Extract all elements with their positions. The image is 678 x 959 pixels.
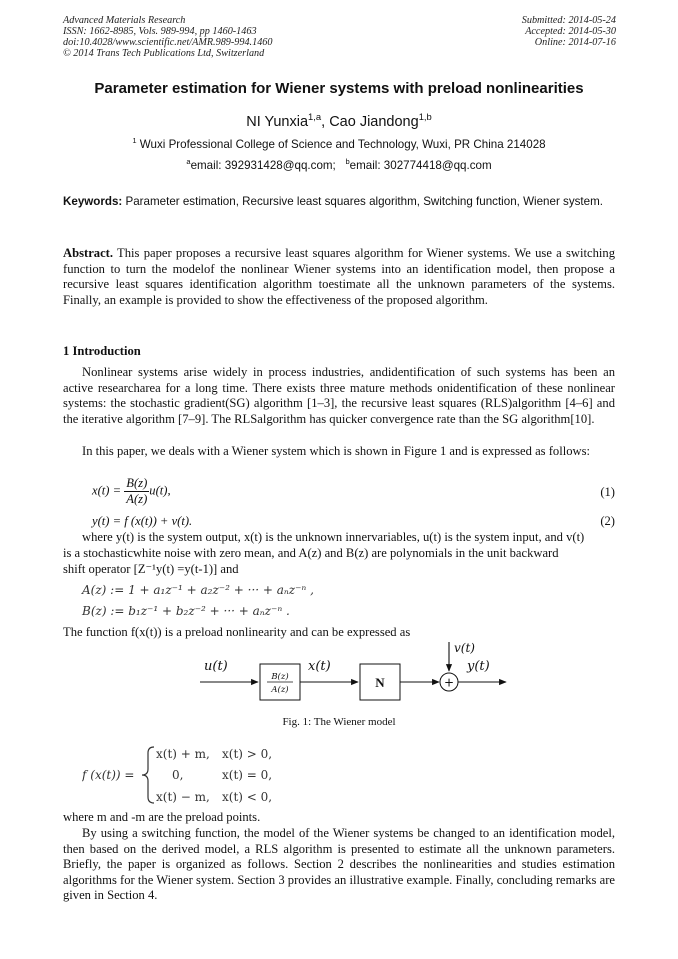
email-a-marker: a: [186, 157, 191, 167]
preload-points-line: where m and -m are the preload points.: [63, 810, 261, 824]
row3-value: x(t) − m,: [156, 790, 210, 804]
figure-caption: Fig. 1: The Wiener model: [282, 716, 396, 728]
where-line-3: shift operator [Z⁻¹y(t) =y(t-1)] and: [63, 562, 239, 576]
intro-p3-text: By using a switching function, the model of the Wiener systems be changed to an identification model, then based on the derived model, a RLS algorithm is presented to estimate all the unknown parameters. Briefly, the paper is organized as follows. Section 2 describes the nonlinearities and studies estimation algorithms for the Wiener system. Section 3 provides an illustrative example. Finally, concluding remarks are given in Section 4.: [63, 826, 615, 903]
author-separator: ,: [321, 114, 330, 130]
abstract-text: This paper proposes a recursive least squares algorithm for Wiener systems. We use a switching function to turn the modelof the nonlinear Wiener systems into an identification model, then propose a recursive least squares identification algorithm toestimate all the unknown parameters of the systems. Finally, an example is provided to show the effectiveness of the proposed algorithm.: [63, 246, 615, 307]
x-label: x(t): [308, 659, 331, 674]
row1-condition: x(t) > 0,: [222, 747, 273, 761]
eq1-lhs: x(t) =: [92, 483, 122, 498]
row1-value: x(t) + m,: [156, 747, 210, 761]
email-line: [0, 159, 678, 172]
intro-paragraph-2: [63, 444, 615, 460]
affiliation-text: Wuxi Professional College of Science and Technology, Wuxi, PR China 214028: [136, 138, 546, 151]
keywords-label: Keywords:: [63, 195, 123, 208]
affiliation-marker: 1: [132, 136, 137, 146]
affiliation: [0, 138, 678, 151]
section-heading: 1 Introduction: [63, 344, 141, 358]
eq1-numerator: B(z): [126, 476, 148, 490]
piecewise-brace: [142, 747, 154, 803]
polynomial-b: B(z) := b₁z⁻¹ + b₂z⁻² + ··· + aₙz⁻ⁿ .: [82, 604, 290, 618]
submitted-date: Submitted: 2014-05-24: [521, 15, 616, 26]
author-line: [0, 111, 678, 130]
v-label: v(t): [454, 641, 475, 655]
block-numerator: B(z): [271, 672, 289, 682]
eq1-rhs: u(t),: [149, 483, 171, 498]
journal-name: Advanced Materials Research: [63, 15, 186, 26]
author-2: Cao Jiandong: [329, 114, 419, 130]
abstract: [63, 246, 615, 308]
n-label: N: [375, 675, 385, 690]
row2-condition: x(t) = 0,: [222, 768, 273, 782]
eq1-denominator: A(z): [126, 492, 148, 506]
intro-p1-text: Nonlinear systems arise widely in process industries, andidentification of such systems has been an active researcharea for a long time. There exists three mature methods onidentification of these nonlinear systems: the stochastic gradient(SG) algorithm [1–3], the recursive least squares (RLS)algorithm [4–6] and the iterative algorithm [7–9]. The RLSalgorithm has quicker convergence rate than the SG algorithm[10].: [63, 365, 615, 426]
doi-line: doi:10.4028/www.scientific.net/AMR.989-994.1460: [63, 37, 273, 48]
intro-paragraph-3: [63, 826, 615, 904]
preload-line: The function f(x(t)) is a preload nonlinearity and can be expressed as: [63, 625, 411, 639]
journal-info: [63, 15, 272, 59]
block-denominator: A(z): [271, 685, 289, 695]
piecewise-lhs: f (x(t)) =: [82, 768, 135, 782]
row3-condition: x(t) < 0,: [222, 790, 273, 804]
where-line-1: where y(t) is the system output, x(t) is the unknown innervariables, u(t) is the system input, and v(t): [82, 530, 585, 544]
eq2-number: (2): [600, 514, 615, 528]
equation-2: [92, 514, 192, 529]
piecewise-equation: [82, 745, 342, 805]
online-date: Online: 2014-07-16: [534, 37, 616, 48]
abstract-label: Abstract.: [63, 246, 114, 260]
publication-dates: [522, 15, 616, 48]
author-1-affil: 1,a: [308, 111, 322, 123]
u-label: u(t): [204, 659, 228, 674]
equation-1: [92, 476, 171, 507]
accepted-date: Accepted: 2014-05-30: [525, 26, 616, 37]
email-a[interactable]: email: 392931428@qq.com;: [190, 159, 336, 172]
issn-line: ISSN: 1662-8985, Vols. 989-994, pp 1460-1463: [63, 26, 257, 37]
paper-title: Parameter estimation for Wiener systems with preload nonlinearities: [94, 80, 584, 97]
author-2-affil: 1,b: [418, 111, 432, 123]
copyright-line: © 2014 Trans Tech Publications Ltd, Switzerland: [63, 48, 265, 59]
eq1-number: (1): [600, 485, 615, 499]
wiener-block-diagram: [190, 638, 510, 718]
y-label: y(t): [467, 659, 490, 674]
keywords: [63, 195, 615, 209]
email-b[interactable]: email: 302774418@qq.com: [349, 159, 492, 172]
polynomial-a: A(z) := 1 + a₁z⁻¹ + a₂z⁻² + ··· + aₙz⁻ⁿ ,: [82, 583, 314, 597]
intro-p2-text: In this paper, we deals with a Wiener system which is shown in Figure 1 and is expressed as follows:: [82, 444, 591, 458]
eq2-text: y(t) = f (x(t)) + v(t).: [92, 514, 193, 528]
author-1: NI Yunxia: [246, 114, 309, 130]
eq1-fraction: [124, 476, 149, 507]
where-line-2: is a stochasticwhite noise with zero mean, and A(z) and B(z) are polynomials in the unit backward: [63, 546, 559, 560]
summing-plus: +: [443, 675, 455, 690]
row2-value: 0,: [172, 768, 184, 782]
keywords-text: Parameter estimation, Recursive least squares algorithm, Switching function, Wiener system.: [122, 195, 603, 208]
intro-paragraph-1: [63, 365, 615, 427]
email-b-marker: b: [345, 157, 350, 167]
